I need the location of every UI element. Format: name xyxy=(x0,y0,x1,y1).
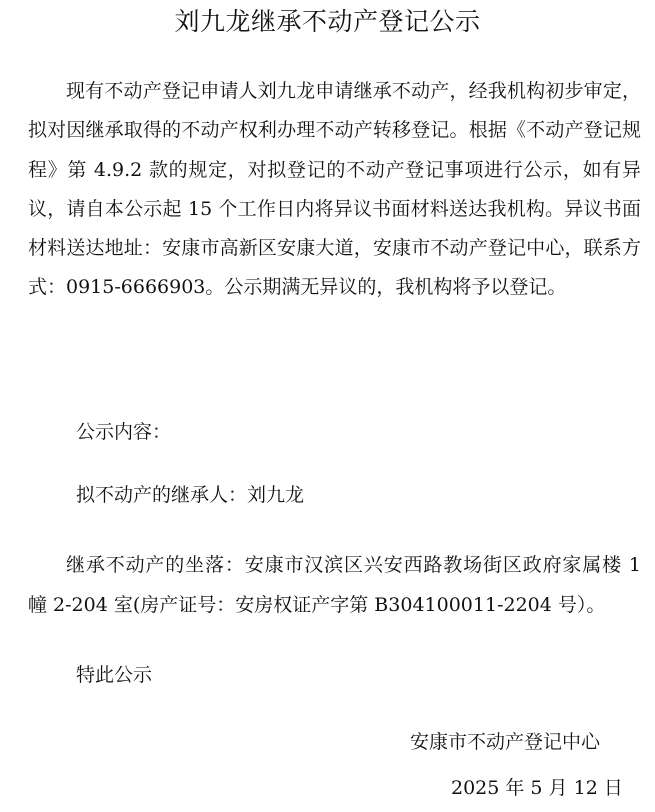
notice-body-paragraph: 现有不动产登记申请人刘九龙申请继承不动产，经我机构初步审定，拟对因继承取得的不动产权利办理不动产转移登记。根据《不动产登记规程》第 4.9.2 款的规定，对拟登记的不动产登记事项进行公示，如有异议，请自本公示起 15 个工作日内将异议书面材料送达我机构。异议书面材料送达地址：安康市高新区安康大道，安康市不动产登记中心，联系方式：0915-6666903。公示期满无异议的，我机构将予以登记。 xyxy=(28,80,641,299)
signature-date: 2025 年 5 月 12 日 xyxy=(451,777,623,799)
property-location-paragraph: 继承不动产的坐落：安康市汉滨区兴安西路教场街区政府家属楼 1 幢 2-204 室(房产证号：安房权证产字第 B304100011-2204 号）。 xyxy=(28,554,641,616)
closing-statement: 特此公示 xyxy=(76,664,153,686)
notice-content-label: 公示内容： xyxy=(76,421,172,443)
heir-line: 拟不动产的继承人：刘九龙 xyxy=(76,484,305,506)
signature-organization: 安康市不动产登记中心 xyxy=(410,731,601,753)
document-title: 刘九龙继承不动产登记公示 xyxy=(174,7,481,36)
